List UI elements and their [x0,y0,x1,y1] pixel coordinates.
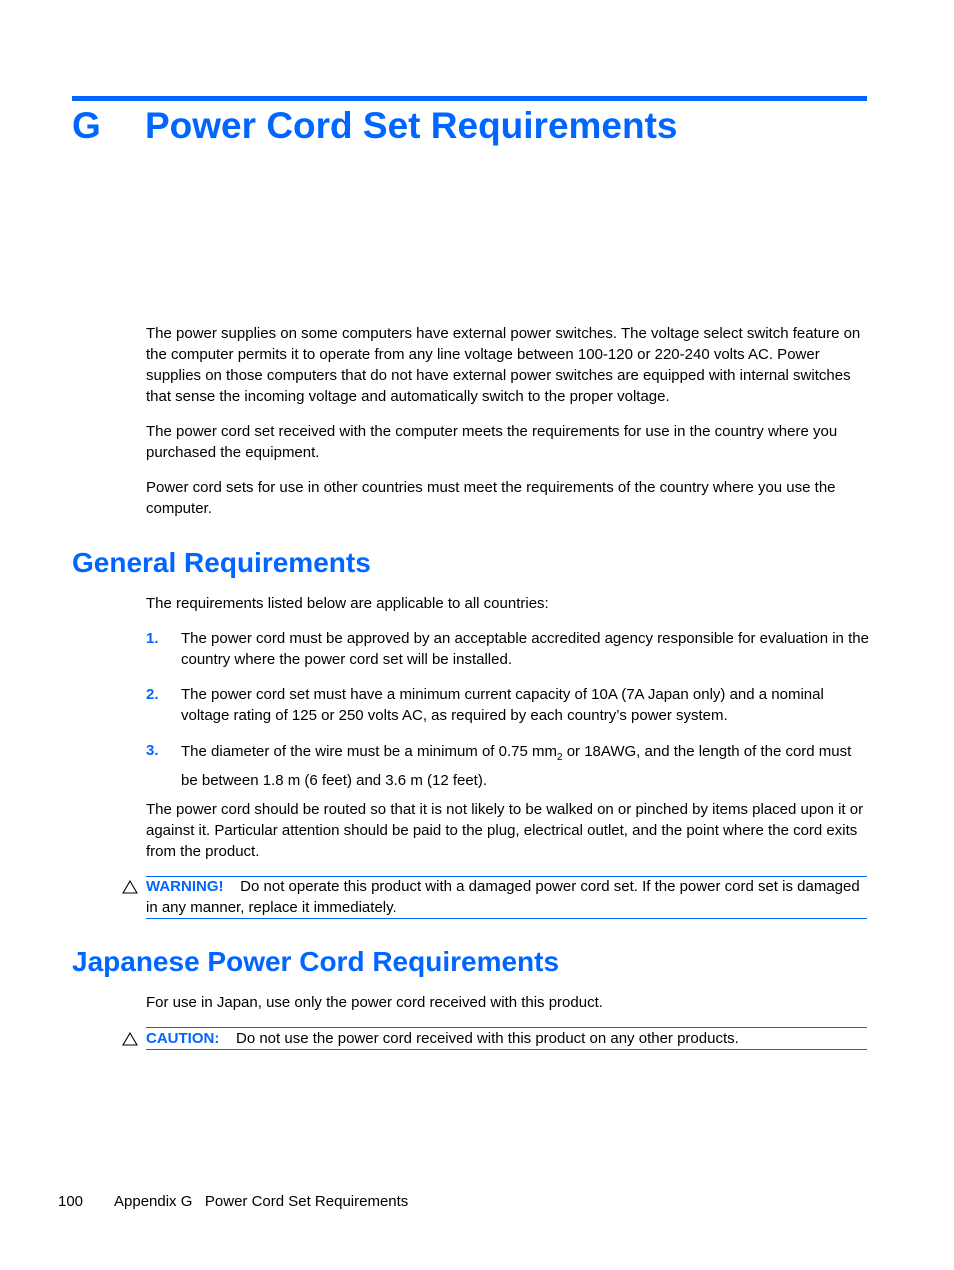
warning-rule-bottom [146,918,867,919]
intro-paragraph-3: Power cord sets for use in other countries must meet the requirements of the country where you use the computer. [146,479,836,517]
intro-paragraph-1: The power supplies on some computers have external power switches. The voltage select switch feature on the computer permits it to operate from any line voltage between 100-120 or 220-240 volts AC. Power supplies on those computers that do not have external power switches are equipped with internal switches that sense the incoming voltage and automatically switch to the proper voltage. [146,325,861,405]
list-item-text-a: The diameter of the wire must be a minimum of 0.75 mm [181,743,557,760]
list-item-number: 2. [146,686,159,703]
running-footer: Appendix G Power Cord Set Requirements [114,1193,409,1210]
list-item [181,740,871,792]
caution-rule-bottom [146,1049,867,1050]
caution-triangle-icon [122,1032,138,1046]
warning-label: WARNING! [146,878,224,895]
caution-label: CAUTION: [146,1030,220,1047]
chapter-letter: G [72,105,101,146]
list-item: The power cord must be approved by an acceptable accredited agency responsible for evaluation in the country where the power cord set will be installed. [181,630,869,668]
routing-paragraph: The power cord should be routed so that it is not likely to be walked on or pinched by items placed upon it or against it. Particular attention should be paid to the plug, electrical outlet, and the point where the cord exits from the product. [146,801,864,860]
chapter-title: Power Cord Set Requirements [145,105,678,146]
warning-note [146,876,868,918]
chapter-rule [72,96,867,101]
list-item-number: 3. [146,742,159,759]
general-lead: The requirements listed below are applicable to all countries: [146,595,549,612]
intro-paragraph-2: The power cord set received with the computer meets the requirements for use in the country where you purchased the equipment. [146,423,838,461]
page-number: 100 [58,1193,84,1210]
general-requirements-heading: General Requirements [72,547,371,578]
list-item: The power cord set must have a minimum current capacity of 10A (7A Japan only) and a nominal voltage rating of 125 or 250 volts AC, as required by each country’s power system. [181,686,824,724]
warning-triangle-icon [122,880,138,894]
subscript: 2 [556,752,563,763]
caution-note [146,1028,868,1049]
list-item-number: 1. [146,630,159,647]
list-item-text-b: or 18AWG, and the length of the cord must be between 1.8 m (6 feet) and 3.6 m (12 feet). [181,743,852,789]
japanese-requirements-heading: Japanese Power Cord Requirements [72,946,560,977]
warning-text: Do not operate this product with a damaged power cord set. If the power cord set is damaged in any manner, replace it immediately. [146,878,860,916]
caution-text: Do not use the power cord received with this product on any other products. [236,1030,739,1047]
japanese-lead: For use in Japan, use only the power cord received with this product. [146,994,603,1011]
